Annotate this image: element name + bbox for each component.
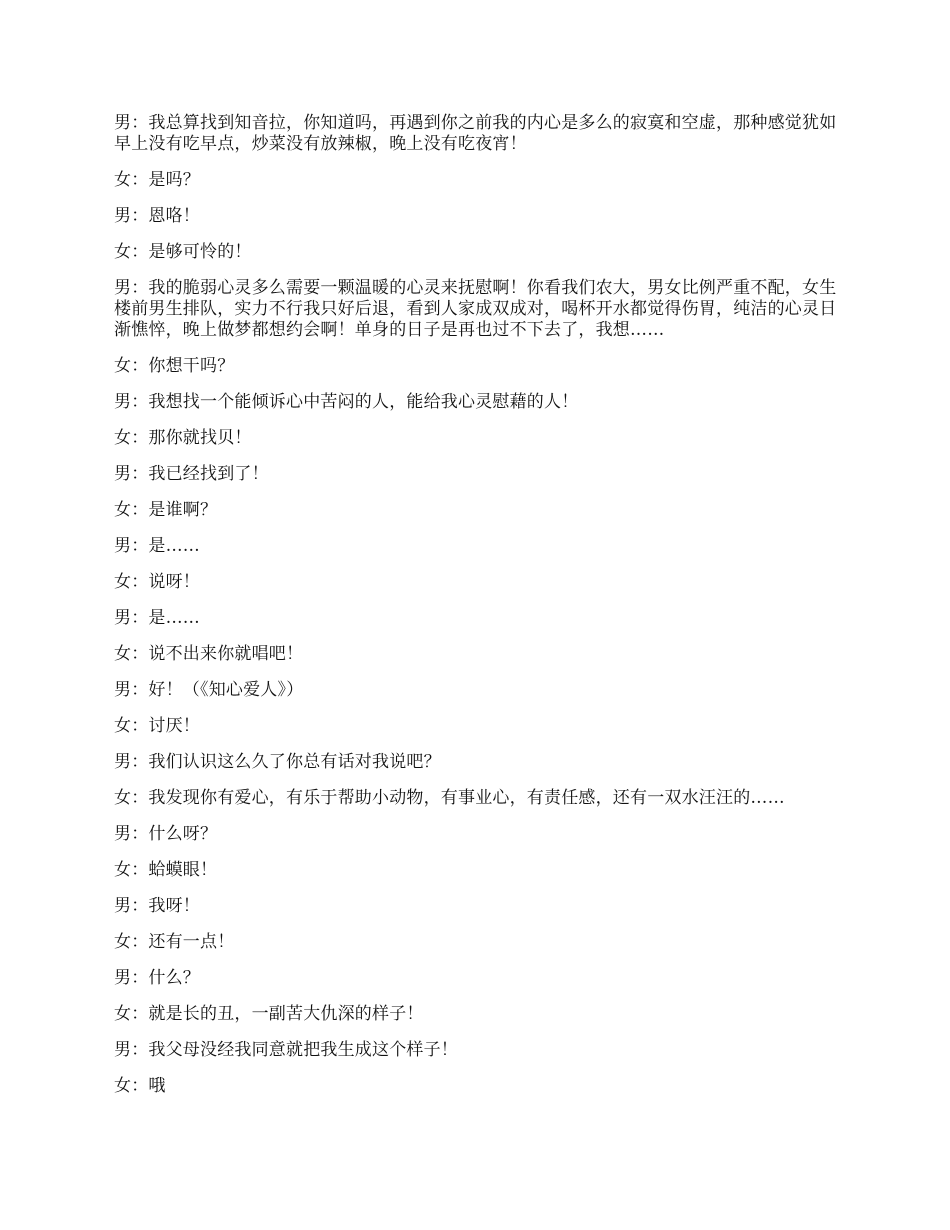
- dialogue-line: 男：我呀！: [114, 896, 200, 916]
- dialogue-line: 女：说呀！: [114, 572, 200, 592]
- dialogue-line: 女：还有一点！: [114, 932, 235, 952]
- dialogue-body: [114, 113, 839, 1112]
- dialogue-line: 男：我总算找到知音拉，你知道吗，再遇到你之前我的内心是多么的寂寞和空虚，那种感觉犹如早上没有吃早点，炒菜没有放辣椒，晚上没有吃夜宵！: [114, 113, 837, 154]
- dialogue-line: 男：什么？: [114, 968, 200, 988]
- dialogue-line: 男：我已经找到了！: [114, 464, 269, 484]
- dialogue-line: 女：哦: [114, 1076, 166, 1096]
- dialogue-line: 女：讨厌！: [114, 716, 200, 736]
- dialogue-line: 男：我想找一个能倾诉心中苦闷的人，能给我心灵慰藉的人！: [114, 392, 579, 412]
- dialogue-line: 女：那你就找贝！: [114, 428, 252, 448]
- dialogue-line: 男：恩咯！: [114, 206, 200, 226]
- dialogue-line: 男：我的脆弱心灵多么需要一颗温暖的心灵来抚慰啊！你看我们农大，男女比例严重不配，女生楼前男生排队，实力不行我只好后退，看到人家成双成对，喝杯开水都觉得伤胃，纯洁的心灵日渐憔悴，晚上做梦都想约会啊！单身的日子是再也过不下去了，我想……: [114, 278, 837, 340]
- dialogue-line: 女：你想干吗？: [114, 356, 235, 376]
- dialogue-line: 女：是谁啊？: [114, 500, 218, 520]
- dialogue-line: 女：是吗？: [114, 170, 200, 190]
- dialogue-line: 男：我们认识这么久了你总有话对我说吧？: [114, 752, 441, 772]
- dialogue-line: 女：就是长的丑，一副苦大仇深的样子！: [114, 1004, 424, 1024]
- dialogue-line: 女：说不出来你就唱吧！: [114, 644, 304, 664]
- dialogue-line: 男：是……: [114, 608, 200, 628]
- dialogue-line: 女：我发现你有爱心，有乐于帮助小动物，有事业心，有责任感，还有一双水汪汪的……: [114, 788, 785, 808]
- dialogue-line: 女：蛤蟆眼！: [114, 860, 218, 880]
- dialogue-line: 女：是够可怜的！: [114, 242, 252, 262]
- dialogue-line: 男：是……: [114, 536, 200, 556]
- dialogue-line: 男：我父母没经我同意就把我生成这个样子！: [114, 1040, 458, 1060]
- dialogue-line: 男：好！（《知心爱人》）: [114, 680, 304, 700]
- dialogue-line: 男：什么呀？: [114, 824, 218, 844]
